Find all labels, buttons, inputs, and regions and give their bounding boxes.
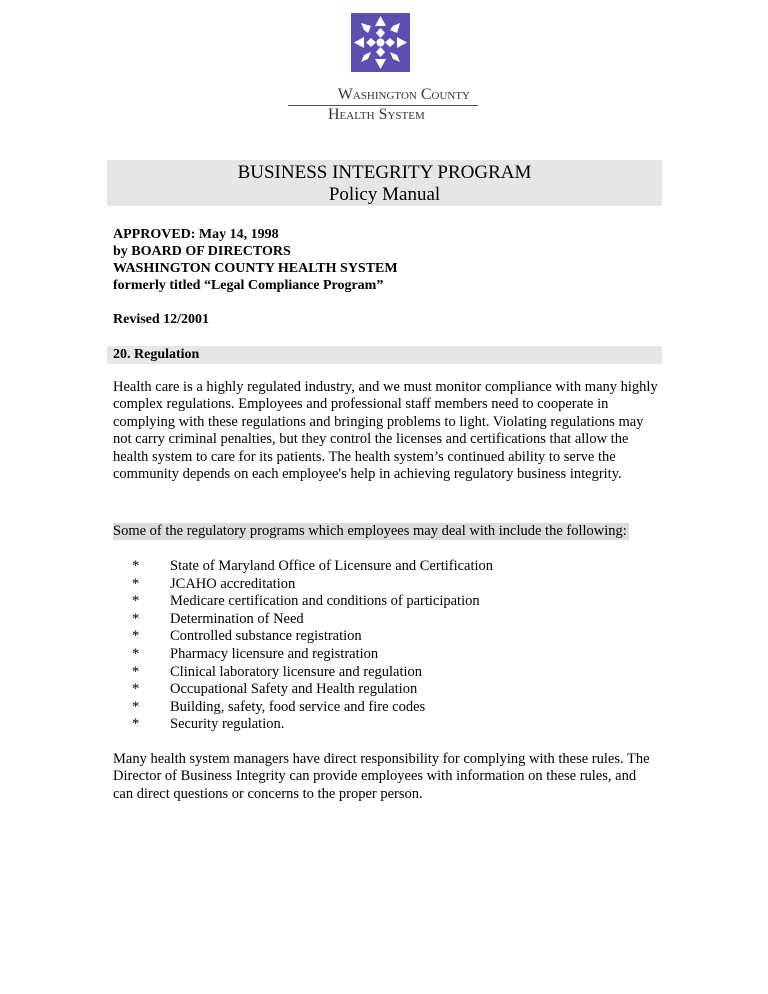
revision-date: Revised 12/2001	[113, 312, 210, 327]
bullet: *	[132, 681, 140, 698]
list-item	[132, 628, 493, 646]
list-item	[132, 646, 493, 664]
bullet: *	[132, 645, 140, 662]
star-sun-icon	[351, 13, 410, 72]
list-item-text: Medicare certification and conditions of participation	[170, 593, 480, 610]
list-item-text: Clinical laboratory licensure and regulation	[170, 663, 423, 680]
bullet: *	[132, 628, 140, 645]
bullet: *	[132, 716, 140, 733]
organization-name-line1: Washington County	[337, 86, 470, 103]
document-subtitle: Policy Manual	[328, 184, 441, 205]
list-item-text: Occupational Safety and Health regulation	[170, 681, 418, 698]
health-system-logo	[351, 13, 410, 72]
bullet: *	[132, 610, 140, 627]
list-item	[132, 699, 493, 717]
approval-block	[113, 226, 398, 294]
document-title: BUSINESS INTEGRITY PROGRAM	[237, 162, 532, 183]
approval-board: by BOARD OF DIRECTORS	[113, 244, 291, 259]
list-item	[132, 558, 493, 576]
list-item	[132, 681, 493, 699]
responsibility-paragraph: Many health system managers have direct responsibility for complying with these rules. The Director of Business Integrity can provide employees with information on these rules, and can direct questions or concerns to the proper person.	[113, 751, 650, 802]
list-item	[132, 664, 493, 682]
approval-date: APPROVED: May 14, 1998	[113, 227, 279, 242]
bullet: *	[132, 575, 140, 592]
former-title: formerly titled “Legal Compliance Program”	[113, 278, 384, 293]
list-item	[132, 576, 493, 594]
bullet: *	[132, 698, 140, 715]
list-item-text: State of Maryland Office of Licensure and Certification	[170, 558, 494, 574]
bullet: *	[132, 593, 140, 610]
approval-organization: WASHINGTON COUNTY HEALTH SYSTEM	[113, 261, 398, 276]
organization-name-line2: Health System	[328, 106, 425, 123]
document-title-banner	[107, 160, 662, 206]
section-heading-bar	[107, 346, 662, 364]
list-item-text: Security regulation.	[170, 716, 285, 733]
list-item-text: Building, safety, food service and fire codes	[170, 698, 426, 715]
list-item	[132, 716, 493, 734]
list-item	[132, 593, 493, 611]
list-intro: Some of the regulatory programs which employees may deal with include the following:	[113, 523, 627, 539]
list-item-text: Pharmacy licensure and registration	[170, 645, 379, 662]
regulatory-programs-list	[132, 558, 493, 734]
list-item-text: JCAHO accreditation	[170, 575, 296, 592]
regulation-paragraph: Health care is a highly regulated industry, and we must monitor compliance with many highly complex regulations. Employees and professional staff members need to cooperate in complying with these regulations and bringing problems to light. Violating regulations may not carry criminal penalties, but they control the licenses and certifications that allow the health system to care for its patients. The health system’s continued ability to serve the community depends on each employee's help in achieving regulatory business integrity.	[113, 379, 658, 483]
organization-name	[288, 86, 478, 123]
section-heading: 20. Regulation	[113, 347, 200, 362]
bullet: *	[132, 663, 140, 680]
list-item-text: Controlled substance registration	[170, 628, 362, 645]
bullet: *	[132, 558, 140, 574]
list-item	[132, 611, 493, 629]
list-item-text: Determination of Need	[170, 610, 304, 627]
